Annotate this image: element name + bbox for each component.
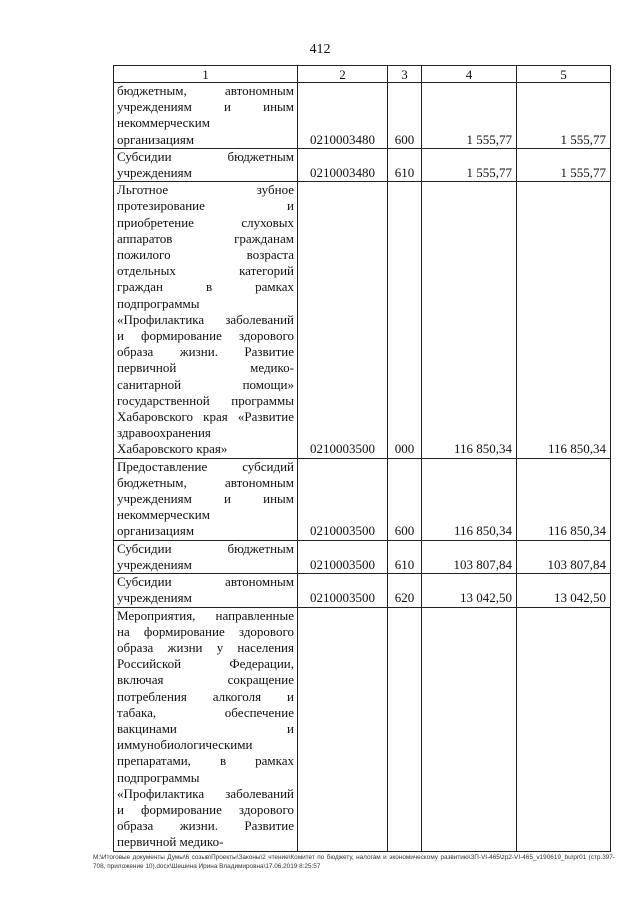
column-header-5: 5 <box>517 66 611 83</box>
description-line: первичной медико- <box>117 834 224 850</box>
amount-col-5: 1 555,77 <box>517 148 611 181</box>
description-line: протезирование и <box>117 198 294 214</box>
description-line: Предоставление субсидий <box>117 458 294 474</box>
description-line: здравоохранения <box>117 425 211 441</box>
description-line: «Профилактика заболеваний <box>117 785 294 801</box>
expense-type-code: 600 <box>388 458 422 540</box>
target-article-code: 0210003500 <box>298 458 388 540</box>
description-line: Субсидии бюджетным <box>117 148 294 164</box>
amount-col-5: 1 555,77 <box>517 83 611 149</box>
description-line: Субсидии бюджетным <box>117 540 294 556</box>
description-line: включая сокращение <box>117 672 294 688</box>
table-row <box>114 574 611 607</box>
amount-col-4 <box>422 607 517 851</box>
amount-col-4: 13 042,50 <box>422 574 517 607</box>
amount-col-5 <box>517 607 611 851</box>
description-line: Субсидии автономным <box>117 574 294 590</box>
description-line: на формирование здорового <box>117 623 294 639</box>
amount-col-5: 13 042,50 <box>517 574 611 607</box>
table-row <box>114 83 611 149</box>
target-article-code: 0210003500 <box>298 574 388 607</box>
target-article-code <box>298 607 388 851</box>
amount-col-5: 103 807,84 <box>517 540 611 573</box>
description-line: образа жизни. Развитие <box>117 344 294 360</box>
target-article-code: 0210003480 <box>298 83 388 149</box>
description-line: иммунобиологическими <box>117 737 253 753</box>
row-description <box>114 83 298 149</box>
table-row <box>114 540 611 573</box>
description-line: организациям <box>117 523 195 539</box>
description-line: потребления алкоголя и <box>117 688 294 704</box>
document-path-footer: М:\Итоговые документы Думы\6 созыв\Проекты\Законы\2 чтение\Комитет по бюджету, налогам и экономическому развитию\ЗП-VI-465\zp2-VI-465_v190619_bu\pr01 (стр.397-708, приложение 10).docx\Шешина Ирина Владимировна\17.06.2019 8:25:57 <box>93 854 615 871</box>
description-line: Хабаровского края» <box>117 441 228 457</box>
description-line: Хабаровского края «Развитие <box>117 409 294 425</box>
expense-type-code: 620 <box>388 574 422 607</box>
target-article-code: 0210003500 <box>298 182 388 458</box>
table-row <box>114 458 611 540</box>
expense-type-code: 000 <box>388 182 422 458</box>
description-line: образа жизни. Развитие <box>117 818 294 834</box>
description-line: организациям <box>117 131 195 147</box>
amount-col-4: 116 850,34 <box>422 182 517 458</box>
expense-type-code: 610 <box>388 540 422 573</box>
description-line: учреждениям и иным <box>117 491 294 507</box>
target-article-code: 0210003480 <box>298 148 388 181</box>
description-line: образа жизни у населения <box>117 639 294 655</box>
description-line: некоммерческим <box>117 115 210 131</box>
description-line: отдельных категорий <box>117 263 294 279</box>
description-line: Российской Федерации, <box>117 656 294 672</box>
expense-type-code <box>388 607 422 851</box>
description-line: и формирование здорового <box>117 328 294 344</box>
expense-type-code: 600 <box>388 83 422 149</box>
description-line: учреждениям <box>117 556 192 572</box>
row-description <box>114 182 298 458</box>
description-line: приобретение слуховых <box>117 214 294 230</box>
expense-type-code: 610 <box>388 148 422 181</box>
amount-col-4: 1 555,77 <box>422 148 517 181</box>
column-header-2: 2 <box>298 66 388 83</box>
description-line: подпрограммы <box>117 295 200 311</box>
description-line: граждан в рамках <box>117 279 294 295</box>
description-line: вакцинами и <box>117 720 294 736</box>
row-description <box>114 540 298 573</box>
description-line: бюджетным, автономным <box>117 83 294 98</box>
description-line: первичной медико- <box>117 360 294 376</box>
description-line: учреждениям <box>117 590 192 606</box>
description-line: пожилого возраста <box>117 247 294 263</box>
column-header-4: 4 <box>422 66 517 83</box>
budget-table <box>113 65 611 852</box>
description-line: препаратами, в рамках <box>117 753 294 769</box>
description-line: подпрограммы <box>117 769 200 785</box>
description-line: государственной программы <box>117 392 294 408</box>
description-line: аппаратов гражданам <box>117 230 294 246</box>
amount-col-5: 116 850,34 <box>517 182 611 458</box>
column-header-3: 3 <box>388 66 422 83</box>
row-description <box>114 458 298 540</box>
table-row <box>114 607 611 851</box>
row-description <box>114 148 298 181</box>
table-header-row <box>114 66 611 83</box>
description-line: бюджетным, автономным <box>117 474 294 490</box>
description-line: некоммерческим <box>117 507 210 523</box>
amount-col-4: 116 850,34 <box>422 458 517 540</box>
description-line: санитарной помощи» <box>117 376 294 392</box>
description-line: Мероприятия, направленные <box>117 607 294 623</box>
description-line: «Профилактика заболеваний <box>117 311 294 327</box>
amount-col-4: 103 807,84 <box>422 540 517 573</box>
row-description <box>114 607 298 851</box>
row-description <box>114 574 298 607</box>
amount-col-5: 116 850,34 <box>517 458 611 540</box>
column-header-1: 1 <box>114 66 298 83</box>
description-line: учреждениям <box>117 165 192 181</box>
page-number: 412 <box>309 42 331 57</box>
target-article-code: 0210003500 <box>298 540 388 573</box>
table-row <box>114 148 611 181</box>
description-line: табака, обеспечение <box>117 704 294 720</box>
description-line: Льготное зубное <box>117 182 294 198</box>
description-line: учреждениям и иным <box>117 99 294 115</box>
amount-col-4: 1 555,77 <box>422 83 517 149</box>
description-line: и формирование здорового <box>117 801 294 817</box>
table-row <box>114 182 611 458</box>
